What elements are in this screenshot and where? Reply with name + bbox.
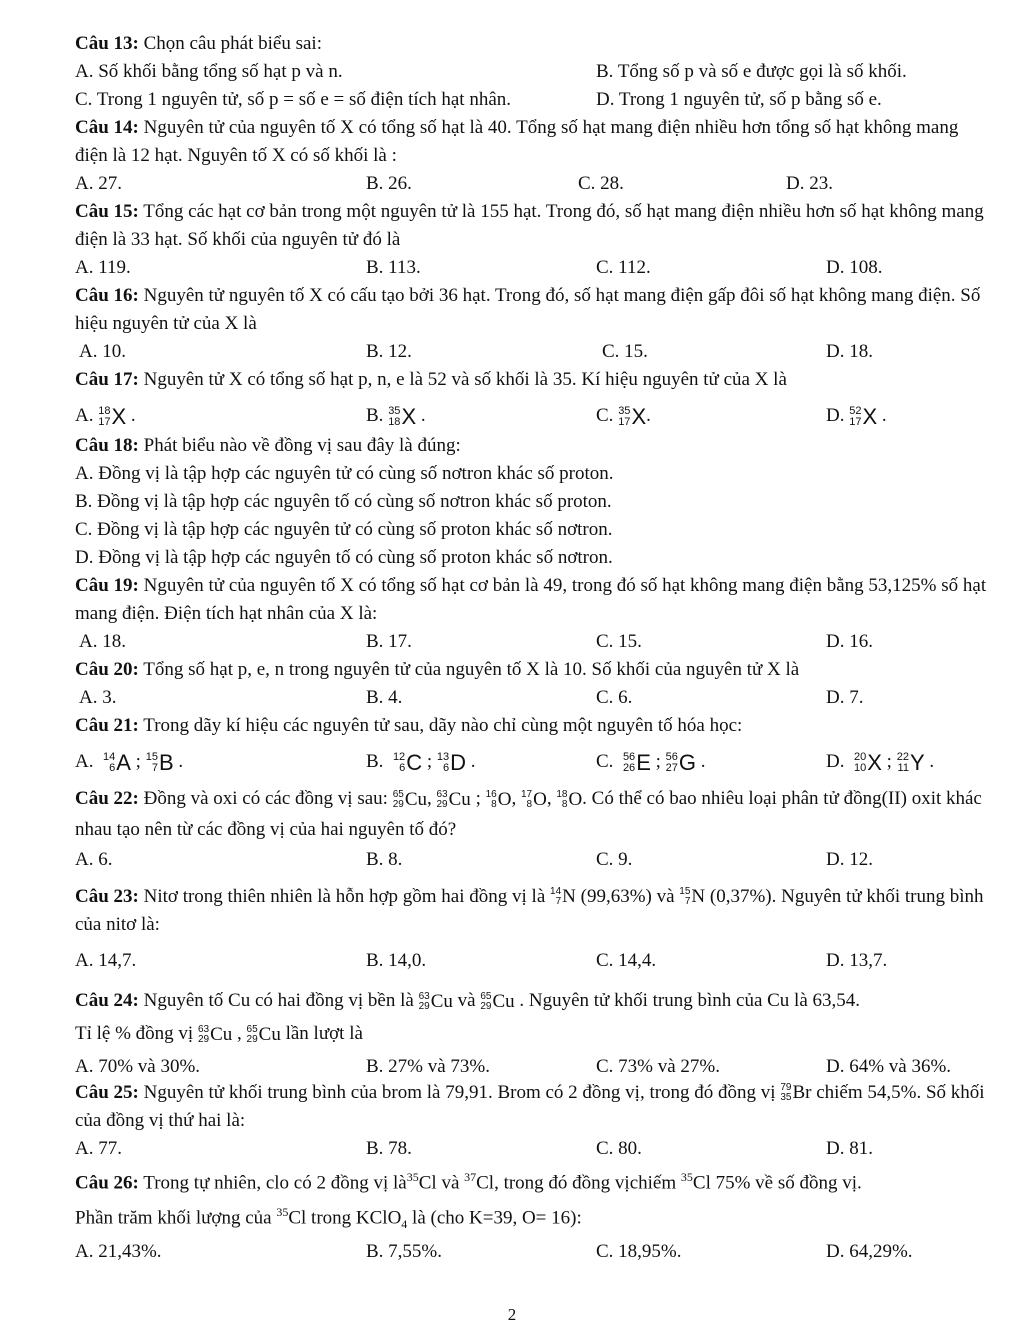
option-c: C. 15.: [602, 341, 648, 362]
option-a: A. 14,7.: [75, 950, 137, 972]
question-label: Câu 13:: [75, 33, 139, 54]
nuclide-symbol: 15 7 B: [145, 749, 174, 775]
option-d: D. Trong 1 nguyên tử, số p bằng số e.: [596, 89, 882, 110]
question-17: [75, 366, 990, 432]
nuclide-symbol: 56 26 E: [622, 749, 651, 775]
nuclide-symbol: 65 29 Cu: [246, 1023, 281, 1045]
question-label: Câu 23:: [75, 885, 139, 907]
question-stem-pre: Nguyên tử khối trung bình của brom là 79,91. Brom có 2 đồng vị, trong đó đồng vị: [138, 1081, 781, 1103]
option-a: A. 119.: [75, 257, 131, 278]
question-stem-pre: Nitơ trong thiên nhiên là hỗn hợp gồm hai đồng vị là: [138, 885, 551, 907]
option-b: B. 17.: [366, 631, 412, 652]
option-d: D. 64,29%.: [826, 1240, 913, 1262]
nuclide-symbol: 35 17 X: [618, 403, 647, 429]
option-b: B. 12 6 C ; 13 6 D .: [366, 748, 476, 777]
question-24: Câu 24: Nguyên tố Cu có hai đồng vị bền là 63 29 Cu và 65 29 Cu . Nguyên tử khối trung bình của Cu là 63,54. Tỉ lệ % đồng vị 63 29 Cu , 65 29 Cu lần lượt là A. 70% và 30%. B. 27% và 73%. C. 73% và 27%. D. 64% và 36%.: [75, 985, 990, 1078]
option-c: C. Đồng vị là tập hợp các nguyên tử có cùng số proton khác số nơtron.: [75, 519, 613, 540]
question-15: [75, 198, 990, 282]
option-b: B. 26.: [366, 173, 412, 194]
option-d: D. Đồng vị là tập hợp các nguyên tố có cùng số proton khác số nơtron.: [75, 547, 613, 568]
nuclide-symbol: 14 7 N: [550, 886, 576, 908]
option-a: A. 10.: [79, 341, 126, 362]
option-c: C. 35 17 X.: [596, 402, 651, 431]
option-d: D. 7.: [826, 687, 864, 708]
option-a: A. Đồng vị là tập hợp các nguyên tử có cùng số nơtron khác số proton.: [75, 463, 614, 484]
question-14: [75, 114, 990, 198]
question-stem: Tổng các hạt cơ bản trong một nguyên tử là 155 hạt. Trong đó, số hạt mang điện nhiều hơn số hạt không mang điện là 33 hạt. Số khối của nguyên tử đó là: [75, 201, 984, 250]
question-label: Câu 24:: [75, 990, 139, 1012]
question-22: Câu 22: Đồng và oxi có các đồng vị sau: 65 29 Cu, 63 29 Cu ; 16 8 O, 17 8 O, 18 8 O. Có thể có bao nhiêu loại phân tử đồng(II) oxit khác nhau tạo nên từ các đồng vị của hai nguyên tố đó? A. 6. B. 8. C. 9. D. 12.: [75, 784, 990, 873]
option-b: B. 113.: [366, 257, 421, 278]
option-d: D. 23.: [786, 173, 833, 194]
question-label: Câu 20:: [75, 659, 139, 680]
option-d: D. 81.: [826, 1138, 873, 1160]
option-a: A. 27.: [75, 173, 122, 194]
option-a: A. 18 17 X .: [75, 402, 136, 431]
question-20: [75, 656, 990, 712]
question-18: [75, 432, 990, 572]
option-d: D. 18.: [826, 341, 873, 362]
option-c: C. 18,95%.: [596, 1240, 682, 1262]
question-stem-line2: Tỉ lệ % đồng vị 63 29 Cu , 65 29 Cu lần lượt là: [75, 1018, 990, 1051]
option-d: D. 20 10 X ; 22 11 Y .: [826, 748, 934, 777]
question-26: Câu 26: Trong tự nhiên, clo có 2 đồng vị $là^{35}Cl$ và $^{37}$Cl, trong đó đồng vịchiếm $^{35}$Cl 75% về số đồng vị. Phần trăm khối lượng của $^{35}$Cl trong KClO$_4$ là (cho K=39, O= 16): A. 21,43%. B. 7,55%. C. 18,95%. D. 64,29%.: [75, 1163, 990, 1265]
question-label: Câu 21:: [75, 715, 139, 736]
option-b: B. 8.: [366, 848, 403, 870]
nuclide-symbol: 79 35 Br: [780, 1082, 812, 1104]
question-stem-line2: Phần trăm khối lượng của $^{35}$Cl trong KClO$_4$ là (cho K=39, O= 16):: [75, 1204, 582, 1231]
nuclide-symbol: 18 17 X: [98, 403, 127, 429]
nuclide-symbol: 35 18 X: [388, 403, 417, 429]
question-label: Câu 15:: [75, 201, 139, 222]
question-stem-post: (0,37%). Nguyên tử khối trung bình của nitơ là:: [75, 885, 984, 936]
nuclide-symbol: 65 29 Cu: [480, 990, 515, 1012]
question-25: [75, 1079, 990, 1164]
nuclide-symbol: 22 11 Y: [896, 749, 925, 775]
option-c: C. 73% và 27%.: [596, 1055, 721, 1077]
nuclide-symbol: 65 29 Cu: [392, 788, 427, 810]
nuclide-symbol: 20 10 X: [853, 749, 882, 775]
question-16: [75, 282, 990, 366]
option-d: D. 12.: [826, 848, 873, 870]
option-b: B. Tổng số p và số e được gọi là số khối.: [596, 61, 907, 82]
option-c: C. Trong 1 nguyên tử, số p = số e = số điện tích hạt nhân.: [75, 89, 511, 110]
nuclide-symbol: 63 29 Cu: [436, 788, 471, 810]
question-stem: Chọn câu phát biểu sai:: [138, 33, 322, 54]
nuclide-symbol: 16 8 O: [485, 788, 512, 810]
option-d: D. 64% và 36%.: [826, 1055, 952, 1077]
option-b: B. 12.: [366, 341, 412, 362]
question-label: Câu 25:: [75, 1081, 139, 1103]
option-c: C. 112.: [596, 257, 651, 278]
option-a: A. 77.: [75, 1138, 122, 1160]
nuclide-symbol: 63 29 Cu: [418, 990, 453, 1012]
question-page: [75, 30, 990, 1266]
nuclide-symbol: 18 8 O: [556, 788, 583, 810]
option-b: B. 14,0.: [366, 950, 427, 972]
page-number: 2: [507, 1305, 517, 1324]
question-label: Câu 17:: [75, 369, 139, 390]
option-a: A. 18.: [79, 631, 126, 652]
option-c: C. 15.: [596, 631, 642, 652]
question-stem: Nguyên tử của nguyên tố X có tổng số hạt cơ bản là 49, trong đó số hạt không mang điện bằng 53,125% số hạt mang điện. Điện tích hạt nhân của X là:: [75, 575, 987, 624]
option-b: B. 78.: [366, 1138, 412, 1160]
question-stem: Nguyên tử của nguyên tố X có tổng số hạt là 40. Tổng số hạt mang điện nhiều hơn tổng số hạt không mang điện là 12 hạt. Nguyên tố X có số khối là :: [75, 117, 959, 166]
question-label: Câu 22:: [75, 788, 139, 809]
question-stem: Tổng số hạt p, e, n trong nguyên tử của nguyên tố X là 10. Số khối của nguyên tử X là: [138, 659, 800, 680]
option-a: A. 70% và 30%.: [75, 1055, 201, 1077]
option-d: D. 16.: [826, 631, 873, 652]
option-d: D. 13,7.: [826, 950, 888, 972]
option-c: C. 14,4.: [596, 950, 657, 972]
question-stem: Phát biểu nào về đồng vị sau đây là đúng:: [138, 435, 461, 456]
nuclide-symbol: 14 6 A: [102, 749, 131, 775]
question-label: Câu 18:: [75, 435, 139, 456]
option-a: A. Số khối bằng tổng số hạt p và n.: [75, 61, 343, 82]
nuclide-symbol: 12 6 C: [392, 749, 423, 775]
question-label: Câu 19:: [75, 575, 139, 596]
question-label: Câu 26:: [75, 1172, 139, 1194]
option-d: D. 52 17 X .: [826, 402, 887, 431]
question-label: Câu 14:: [75, 117, 139, 138]
option-a: A. 14 6 A ; 15 7 B .: [75, 748, 183, 777]
option-a: A. 21,43%.: [75, 1240, 162, 1262]
question-13: [75, 30, 990, 114]
option-b: B. 27% và 73%.: [366, 1055, 491, 1077]
question-stem-post: chiếm 54,5%. Số khối của đồng vị thứ hai là:: [75, 1081, 985, 1132]
question-stem-pre: Nguyên tố Cu có hai đồng vị bền là: [138, 990, 419, 1012]
option-c: C. 80.: [596, 1138, 642, 1160]
option-b: B. 35 18 X .: [366, 402, 426, 431]
option-c: C. 6.: [596, 687, 633, 708]
nuclide-symbol: 15 7 N: [679, 886, 706, 908]
nuclide-symbol: 52 17 X: [849, 403, 878, 429]
option-a: A. 6.: [75, 848, 113, 870]
question-stem-post: . Có thể có bao nhiêu loại phân tử đồng(II) oxit khác nhau tạo nên từ các đồng vị của hai nguyên tố đó?: [75, 788, 982, 840]
question-23: Câu 23: Nitơ trong thiên nhiên là hỗn hợp gồm hai đồng vị là 14 7 N (99,63%) và 15 7 N (0,37%). Nguyên tử khối trung bình của nitơ là: A. 14,7. B. 14,0. C. 14,4. D. 13,7.: [75, 883, 990, 976]
nuclide-symbol: 17 8 O: [520, 788, 547, 810]
question-label: Câu 16:: [75, 285, 139, 306]
question-stem: Nguyên tử X có tổng số hạt p, n, e là 52 và số khối là 35. Kí hiệu nguyên tử của X là: [138, 369, 787, 390]
option-a: A. 3.: [79, 687, 117, 708]
question-stem: Nguyên tử nguyên tố X có cấu tạo bởi 36 hạt. Trong đó, số hạt mang điện gấp đôi số hạt không mang điện. Số hiệu nguyên tử của X là: [75, 285, 981, 334]
nuclide-symbol: 56 27 G: [665, 749, 697, 775]
nuclide-symbol: 63 29 Cu: [197, 1023, 233, 1045]
nuclide-symbol: 13 6 D: [436, 749, 466, 775]
option-c: C. 56 26 E ; 56 27 G .: [596, 748, 706, 777]
option-b: B. Đồng vị là tập hợp các nguyên tố có cùng số nơtron khác số proton.: [75, 491, 612, 512]
question-stem-pre: Đồng và oxi có các đồng vị sau:: [138, 788, 388, 809]
question-21: [75, 712, 990, 778]
option-b: B. 7,55%.: [366, 1240, 442, 1262]
option-b: B. 4.: [366, 687, 403, 708]
option-d: D. 108.: [826, 257, 883, 278]
question-stem: Trong dãy kí hiệu các nguyên tử sau, dãy nào chỉ cùng một nguyên tố hóa học:: [138, 715, 743, 736]
question-19: [75, 572, 990, 656]
option-c: C. 28.: [578, 173, 624, 194]
option-c: C. 9.: [596, 848, 633, 870]
